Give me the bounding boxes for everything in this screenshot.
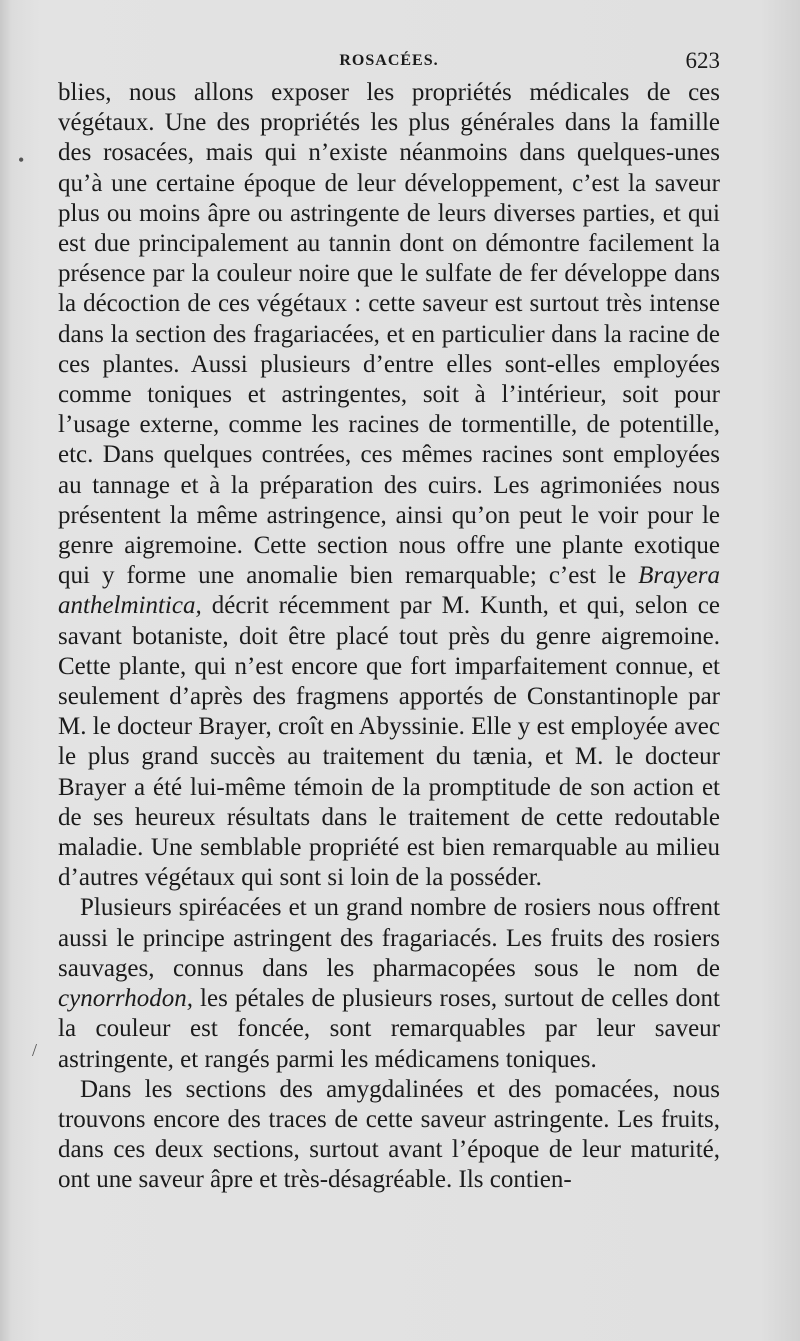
body-text bbox=[58, 78, 720, 1196]
paragraph-2 bbox=[58, 893, 720, 1074]
paragraph-1-text-b: décrit récemment par M. Kunth, et qui, selon ce savant botaniste, doit être placé tout près du genre aigremoine. Cette plante, qui n’est encore que fort imparfaitement connue, et seulement d’après des fragmens apportés de Constantinople par M. le docteur Brayer, croît en Abyssinie. Elle y est employée avec le plus grand succès au traitement du tænia, et M. le docteur Brayer a été lui-même témoin de la promptitude de son action et de ses heureux résultats dans le traitement de cette redoutable maladie. Une semblable propriété est bien remarquable au milieu d’autres végétaux qui sont si loin de la posséder. bbox=[58, 592, 720, 892]
paragraph-2-text-a: Plusieurs spiréacées et un grand nombre de rosiers nous offrent aussi le principe astringent des fragariacés. Les fruits des rosiers sauvages, connus dans les pharmacopées sous le nom de bbox=[58, 894, 720, 982]
margin-slash-mark: / bbox=[32, 1040, 38, 1060]
paragraph-1-text-a: blies, nous allons exposer les propriétés médicales de ces végétaux. Une des propriétés les plus générales dans la famille des rosacées, mais qui n’existe néanmoins dans quelques-unes qu’à une certaine époque de leur développement, c’est la saveur plus ou moins âpre ou astringente de leurs diverses parties, et qui est due principalement au tannin dont on démontre facilement la présence par la couleur noire que le sulfate de fer développe dans la décoction de ces végétaux : cette saveur est surtout très intense dans la section des fragariacées, et en particulier dans la racine de ces plantes. Aussi plusieurs d’entre elles sont-elles employées comme toniques et astringentes, soit à l’intérieur, soit pour l’usage externe, comme les racines de tormentille, de potentille, etc. Dans quelques contrées, ces mêmes racines sont employées au tannage et à la préparation des cuirs. Les agrimoniées nous présentent la même astringence, ainsi qu’on peut le voir pour le genre aigremoine. Cette section nous offre une plante exotique qui y forme une anomalie bien remarquable; c’est le bbox=[58, 79, 720, 590]
paragraph-3-text: Dans les sections des amygdalinées et des pomacées, nous trouvons encore des traces de cette saveur astringente. Les fruits, dans ces deux sections, surtout avant l’époque de leur maturité, ont une saveur âpre et très-désagréable. Ils contien- bbox=[58, 1075, 720, 1194]
page-number: 623 bbox=[685, 48, 720, 73]
running-title: ROSACÉES. bbox=[339, 52, 439, 69]
margin-dot-mark: • bbox=[18, 150, 25, 170]
paragraph-2-text-b: les pétales de plusieurs roses, surtout de celles dont la couleur est foncée, sont remarquables par leur saveur astringente, et rangés parmi les médicamens toniques. bbox=[58, 985, 720, 1073]
paragraph-1 bbox=[58, 78, 720, 893]
paragraph-3 bbox=[58, 1075, 720, 1196]
paragraph-2-italic-cynorrhodon: cynorrhodon, bbox=[58, 985, 193, 1013]
paragraph-1-italic-brayera: Brayera anthelmintica, bbox=[58, 562, 720, 620]
